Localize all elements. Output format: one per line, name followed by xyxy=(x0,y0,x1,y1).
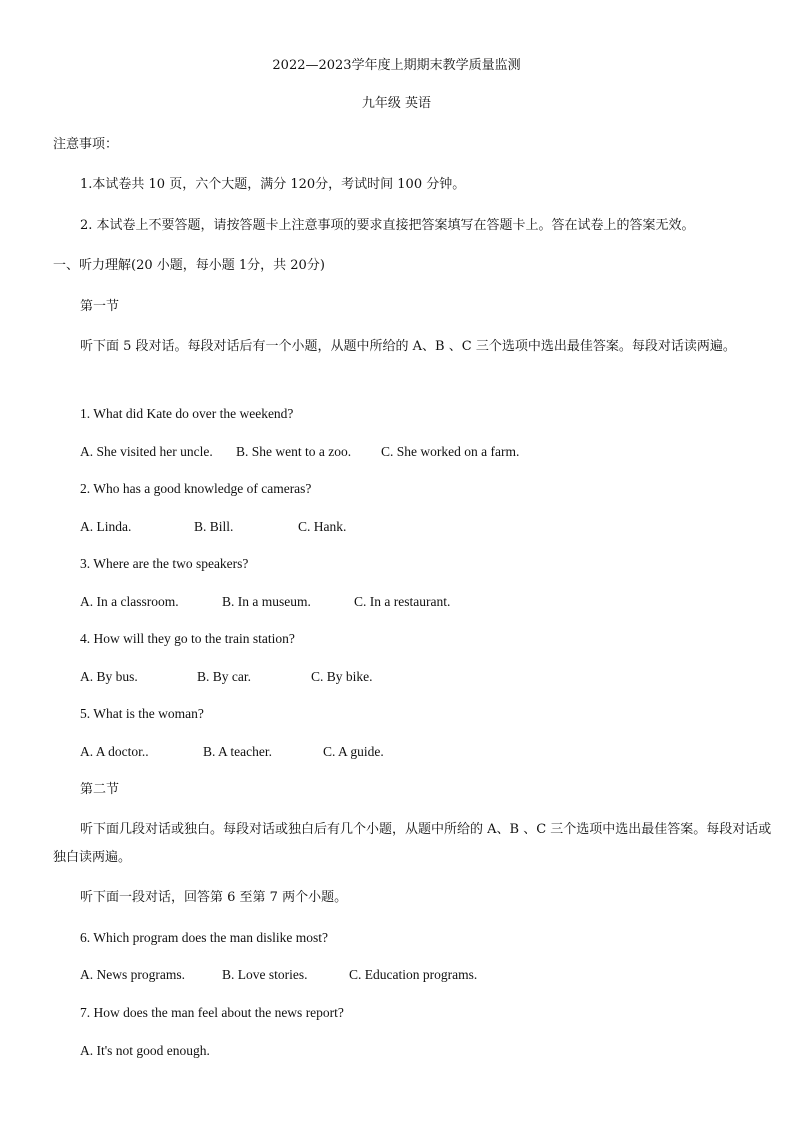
question-2: 2. Who has a good knowledge of cameras? xyxy=(80,481,312,496)
question-5: 5. What is the woman? xyxy=(80,706,204,721)
q1-option-b: B. She went to a zoo. xyxy=(236,444,352,459)
section1-label: 第一节 xyxy=(80,299,120,314)
q2-option-b: B. Bill. xyxy=(194,519,234,534)
q4-option-c: C. By bike. xyxy=(311,669,373,684)
q3-option-b: B. In a museum. xyxy=(222,594,311,609)
q1-option-a: A. She visited her uncle. xyxy=(80,444,213,459)
q7-option-a: A. It's not good enough. xyxy=(80,1043,210,1058)
question-3: 3. Where are the two speakers? xyxy=(80,556,249,571)
q6-option-b: B. Love stories. xyxy=(222,967,308,982)
question-4: 4. How will they go to the train station? xyxy=(80,631,295,646)
note-item-2: 2. 本试卷上不要答题，请按答题卡上注意事项的要求直接把答案填写在答题卡上。答在试卷上的答案无效。 xyxy=(80,218,695,233)
q5-option-a: A. A doctor.. xyxy=(80,744,149,759)
q5-option-b: B. A teacher. xyxy=(203,744,272,759)
section1-instruction: 听下面 5 段对话。每段对话后有一个小题，从题中所给的 A、B 、C 三个选项中选出最佳答案。每段对话读两遍。 xyxy=(80,339,736,354)
q2-option-a: A. Linda. xyxy=(80,519,132,534)
question-7: 7. How does the man feel about the news report? xyxy=(80,1005,344,1020)
q6-option-a: A. News programs. xyxy=(80,967,185,982)
note-item-1: 1.本试卷共 10 页，六个大题，满分 120分，考试时间 100 分钟。 xyxy=(80,177,466,192)
notes-heading: 注意事项： xyxy=(53,137,119,152)
q4-option-b: B. By car. xyxy=(197,669,251,684)
exam-subtitle: 九年级 英语 xyxy=(361,96,432,111)
question-6: 6. Which program does the man dislike most? xyxy=(80,930,328,945)
q3-option-a: A. In a classroom. xyxy=(80,594,179,609)
part1-heading: 一、听力理解(20 小题，每小题 1分，共 20分) xyxy=(53,258,325,273)
q1-option-c: C. She worked on a farm. xyxy=(381,444,520,459)
exam-title: 2022—2023学年度上期期末教学质量监测 xyxy=(272,58,521,73)
question-1: 1. What did Kate do over the weekend? xyxy=(80,406,294,421)
section2-sub-instruction: 听下面一段对话，回答第 6 至第 7 两个小题。 xyxy=(80,890,348,905)
q2-option-c: C. Hank. xyxy=(298,519,347,534)
q3-option-c: C. In a restaurant. xyxy=(354,594,451,609)
q4-option-a: A. By bus. xyxy=(80,669,138,684)
q5-option-c: C. A guide. xyxy=(323,744,384,759)
section2-instruction: 听下面几段对话或独白。每段对话或独白后有几个小题，从题中所给的 A、B 、C 三个选项中选出最佳答案。每段对话或独白读两遍。 xyxy=(53,822,772,865)
q6-option-c: C. Education programs. xyxy=(349,967,478,982)
section2-label: 第二节 xyxy=(80,782,120,797)
